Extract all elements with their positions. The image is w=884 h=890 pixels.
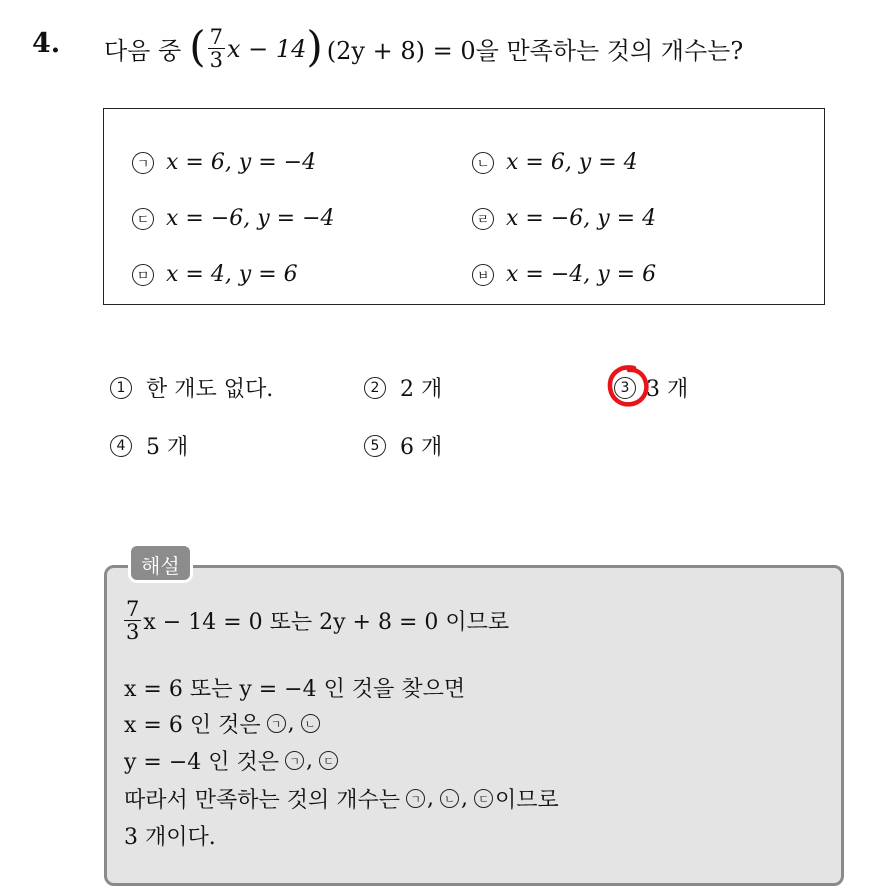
choice-label: 6 개 bbox=[400, 435, 443, 460]
choice-5[interactable] bbox=[364, 430, 442, 461]
solution-fraction bbox=[124, 598, 141, 643]
circled-symbol-icon: ㄴ bbox=[440, 789, 459, 808]
circled-symbol-icon: ㄹ bbox=[472, 208, 494, 230]
choice-4[interactable] bbox=[110, 430, 188, 461]
solution-line-5: 따라서 만족하는 것의 개수는 ㄱ , ㄴ , ㄷ 이므로 bbox=[124, 783, 559, 814]
choice-label: 5 개 bbox=[146, 435, 189, 460]
choice-number-icon: 3 bbox=[614, 377, 636, 399]
condition-item bbox=[472, 206, 656, 231]
solution-text: x − 14 = 0 또는 2y + 8 = 0 이므로 bbox=[143, 610, 510, 635]
condition-item bbox=[472, 150, 638, 175]
condition-expression: x = 6, y = 4 bbox=[506, 150, 638, 175]
circled-symbol-icon: ㄱ bbox=[267, 714, 286, 733]
circled-symbol-icon: ㅂ bbox=[472, 264, 494, 286]
solution-text: 3 개이다. bbox=[124, 825, 216, 850]
circled-symbol-icon: ㄴ bbox=[472, 152, 494, 174]
fraction-numerator: 7 bbox=[209, 25, 223, 49]
left-paren: ( bbox=[189, 21, 206, 71]
question-number: 4. bbox=[32, 28, 61, 59]
choice-label: 한 개도 없다. bbox=[146, 377, 274, 402]
condition-item bbox=[472, 262, 656, 287]
solution-text: x = 6 또는 y = −4 인 것을 찾으면 bbox=[124, 677, 466, 702]
condition-expression: x = 6, y = −4 bbox=[166, 150, 317, 175]
circled-symbol-icon: ㄷ bbox=[474, 789, 493, 808]
circled-symbol-icon: ㅁ bbox=[132, 264, 154, 286]
question-tail: (2y + 8) = 0을 만족하는 것의 개수는? bbox=[326, 37, 744, 65]
circled-symbol-icon: ㄷ bbox=[132, 208, 154, 230]
choice-number-icon: 2 bbox=[364, 377, 386, 399]
solution-text: 따라서 만족하는 것의 개수는 bbox=[124, 788, 401, 813]
circled-symbol-icon: ㄱ bbox=[285, 751, 304, 770]
fraction-denominator: 3 bbox=[209, 48, 223, 72]
solution-line-6 bbox=[124, 820, 216, 851]
condition-expression: x = −4, y = 6 bbox=[506, 262, 657, 287]
choice-number-icon: 5 bbox=[364, 435, 386, 457]
condition-item bbox=[132, 206, 335, 231]
solution-fraction-denominator: 3 bbox=[126, 620, 140, 644]
choice-number-icon: 4 bbox=[110, 435, 132, 457]
choice-number-icon: 1 bbox=[110, 377, 132, 399]
solution-line-1 bbox=[124, 598, 509, 643]
solution-tag: 해설 bbox=[128, 543, 193, 583]
solution-text: 이므로 bbox=[495, 788, 559, 813]
condition-expression: x = 4, y = 6 bbox=[166, 262, 298, 287]
solution-line-4: y = −4 인 것은 ㄱ , ㄷ bbox=[124, 745, 340, 776]
condition-item bbox=[132, 262, 298, 287]
fraction bbox=[208, 26, 225, 71]
choice-label: 3 개 bbox=[646, 377, 689, 402]
condition-expression: x = −6, y = −4 bbox=[166, 206, 335, 231]
circled-symbol-icon: ㄱ bbox=[132, 152, 154, 174]
right-paren: ) bbox=[306, 21, 323, 71]
choice-1[interactable] bbox=[110, 372, 273, 403]
solution-fraction-numerator: 7 bbox=[126, 597, 140, 621]
solution-line-3: x = 6 인 것은 ㄱ , ㄴ bbox=[124, 708, 322, 739]
solution-text: y = −4 인 것은 bbox=[124, 750, 280, 775]
solution-line-2 bbox=[124, 672, 465, 703]
question-prefix: 다음 중 bbox=[104, 37, 182, 65]
circled-symbol-icon: ㄱ bbox=[406, 789, 425, 808]
choice-label: 2 개 bbox=[400, 377, 443, 402]
condition-expression: x = −6, y = 4 bbox=[506, 206, 657, 231]
question-text bbox=[104, 21, 744, 72]
choice-2[interactable] bbox=[364, 372, 442, 403]
question-term: x − 14 bbox=[226, 34, 307, 63]
condition-item bbox=[132, 150, 316, 175]
selected-answer-mark-icon bbox=[604, 362, 652, 410]
circled-symbol-icon: ㄴ bbox=[301, 714, 320, 733]
circled-symbol-icon: ㄷ bbox=[319, 751, 338, 770]
solution-text: x = 6 인 것은 bbox=[124, 713, 261, 738]
